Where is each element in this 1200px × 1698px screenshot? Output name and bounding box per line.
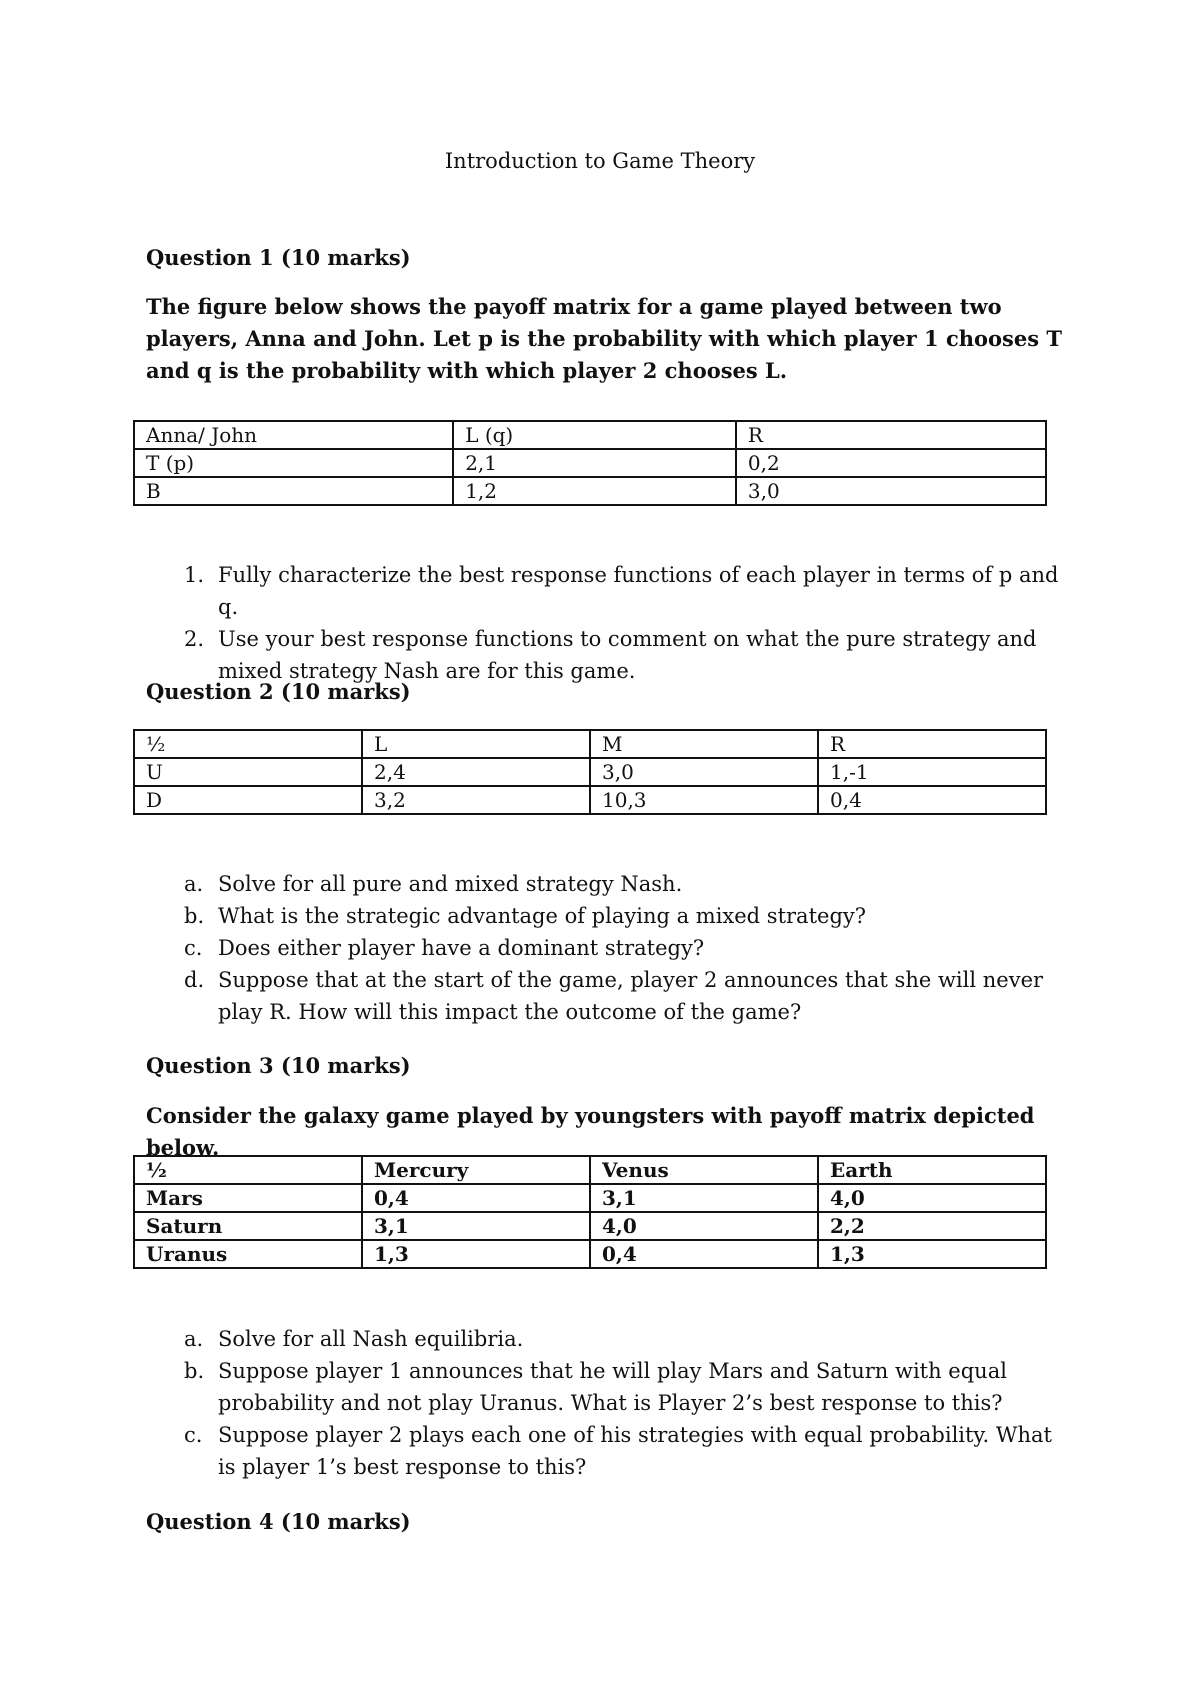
list-marker: b. bbox=[184, 1359, 205, 1383]
table-cell: 3,2 bbox=[362, 786, 590, 814]
question-1-payoff-table bbox=[133, 420, 1047, 506]
table-cell: 1,3 bbox=[362, 1240, 590, 1268]
document-title: Introduction to Game Theory bbox=[444, 149, 756, 173]
table-cell: Mars bbox=[134, 1184, 362, 1212]
table-cell: Anna/ John bbox=[134, 421, 453, 449]
table-row bbox=[134, 730, 1046, 758]
table-cell: 3,0 bbox=[736, 477, 1046, 505]
list-marker: d. bbox=[184, 968, 205, 992]
question-1-list bbox=[146, 559, 1076, 687]
table-cell: 2,2 bbox=[818, 1212, 1046, 1240]
table-row bbox=[134, 421, 1046, 449]
table-row bbox=[134, 1184, 1046, 1212]
table-cell: 3,1 bbox=[362, 1212, 590, 1240]
list-item-text: Suppose that at the start of the game, player 2 announces that she will never play R. How will this impact the outcome of the game? bbox=[218, 968, 1044, 1024]
question-2-heading: Question 2 (10 marks) bbox=[146, 679, 411, 704]
question-1-heading: Question 1 (10 marks) bbox=[146, 245, 411, 270]
list-item bbox=[146, 868, 1076, 900]
table-row bbox=[134, 449, 1046, 477]
list-item bbox=[146, 559, 1076, 623]
table-cell: R bbox=[736, 421, 1046, 449]
question-3-list bbox=[146, 1323, 1076, 1483]
table-cell: D bbox=[134, 786, 362, 814]
list-item-text: Suppose player 2 plays each one of his strategies with equal probability. What is player 1’s best response to this? bbox=[218, 1423, 1052, 1479]
table-row bbox=[134, 477, 1046, 505]
table-cell: B bbox=[134, 477, 453, 505]
table-cell: 0,4 bbox=[590, 1240, 818, 1268]
table-cell: 10,3 bbox=[590, 786, 818, 814]
table-cell: R bbox=[818, 730, 1046, 758]
table-cell: U bbox=[134, 758, 362, 786]
list-item-text: Suppose player 1 announces that he will play Mars and Saturn with equal probability and not play Uranus. What is Player 2’s best response to this? bbox=[218, 1359, 1007, 1415]
table-cell: 0,4 bbox=[362, 1184, 590, 1212]
table-row bbox=[134, 786, 1046, 814]
question-3-heading: Question 3 (10 marks) bbox=[146, 1053, 411, 1078]
question-3-payoff-table bbox=[133, 1155, 1047, 1269]
list-item-text: Does either player have a dominant strategy? bbox=[218, 936, 705, 960]
list-marker: c. bbox=[184, 936, 203, 960]
table-cell: 0,2 bbox=[736, 449, 1046, 477]
table-cell: 3,1 bbox=[590, 1184, 818, 1212]
list-item bbox=[146, 900, 1076, 932]
list-item bbox=[146, 1323, 1076, 1355]
table-cell: ½ bbox=[134, 1156, 362, 1184]
question-1-intro: The figure below shows the payoff matrix for a game played between two players, Anna and John. Let p is the probability with which player 1 chooses T and q is the probability with which player 2 chooses L. bbox=[146, 294, 1062, 383]
list-item bbox=[146, 932, 1076, 964]
list-item-text: Solve for all pure and mixed strategy Nash. bbox=[218, 872, 683, 896]
table-cell: 2,4 bbox=[362, 758, 590, 786]
table-cell: Earth bbox=[818, 1156, 1046, 1184]
table-cell: L (q) bbox=[453, 421, 736, 449]
table-cell: Venus bbox=[590, 1156, 818, 1184]
list-item bbox=[146, 1419, 1076, 1483]
table-row bbox=[134, 1156, 1046, 1184]
table-cell: ½ bbox=[134, 730, 362, 758]
table-cell: 1,3 bbox=[818, 1240, 1046, 1268]
list-item-text: Fully characterize the best response functions of each player in terms of p and q. bbox=[218, 563, 1059, 619]
table-cell: 3,0 bbox=[590, 758, 818, 786]
table-cell: T (p) bbox=[134, 449, 453, 477]
list-marker: c. bbox=[184, 1423, 203, 1447]
table-cell: 2,1 bbox=[453, 449, 736, 477]
list-item-text: Use your best response functions to comment on what the pure strategy and mixed strategy Nash are for this game. bbox=[218, 627, 1037, 683]
question-2-payoff-table bbox=[133, 729, 1047, 815]
list-item bbox=[146, 1355, 1076, 1419]
table-cell: 1,2 bbox=[453, 477, 736, 505]
table-row bbox=[134, 1240, 1046, 1268]
list-item-text: Solve for all Nash equilibria. bbox=[218, 1327, 524, 1351]
list-item bbox=[146, 964, 1076, 1028]
table-cell: Uranus bbox=[134, 1240, 362, 1268]
list-marker: b. bbox=[184, 904, 205, 928]
table-cell: L bbox=[362, 730, 590, 758]
list-marker: a. bbox=[184, 872, 204, 896]
table-row bbox=[134, 1212, 1046, 1240]
question-2-list bbox=[146, 868, 1076, 1028]
table-cell: Saturn bbox=[134, 1212, 362, 1240]
table-row bbox=[134, 758, 1046, 786]
table-cell: M bbox=[590, 730, 818, 758]
list-marker: a. bbox=[184, 1327, 204, 1351]
table-cell: 4,0 bbox=[590, 1212, 818, 1240]
question-3-intro: Consider the galaxy game played by youngsters with payoff matrix depicted below. bbox=[146, 1103, 1035, 1160]
list-item-text: What is the strategic advantage of playing a mixed strategy? bbox=[218, 904, 867, 928]
table-cell: Mercury bbox=[362, 1156, 590, 1184]
list-marker: 1. bbox=[184, 563, 205, 587]
table-cell: 0,4 bbox=[818, 786, 1046, 814]
table-cell: 4,0 bbox=[818, 1184, 1046, 1212]
list-marker: 2. bbox=[184, 627, 205, 651]
question-4-heading: Question 4 (10 marks) bbox=[146, 1509, 411, 1534]
table-cell: 1,-1 bbox=[818, 758, 1046, 786]
